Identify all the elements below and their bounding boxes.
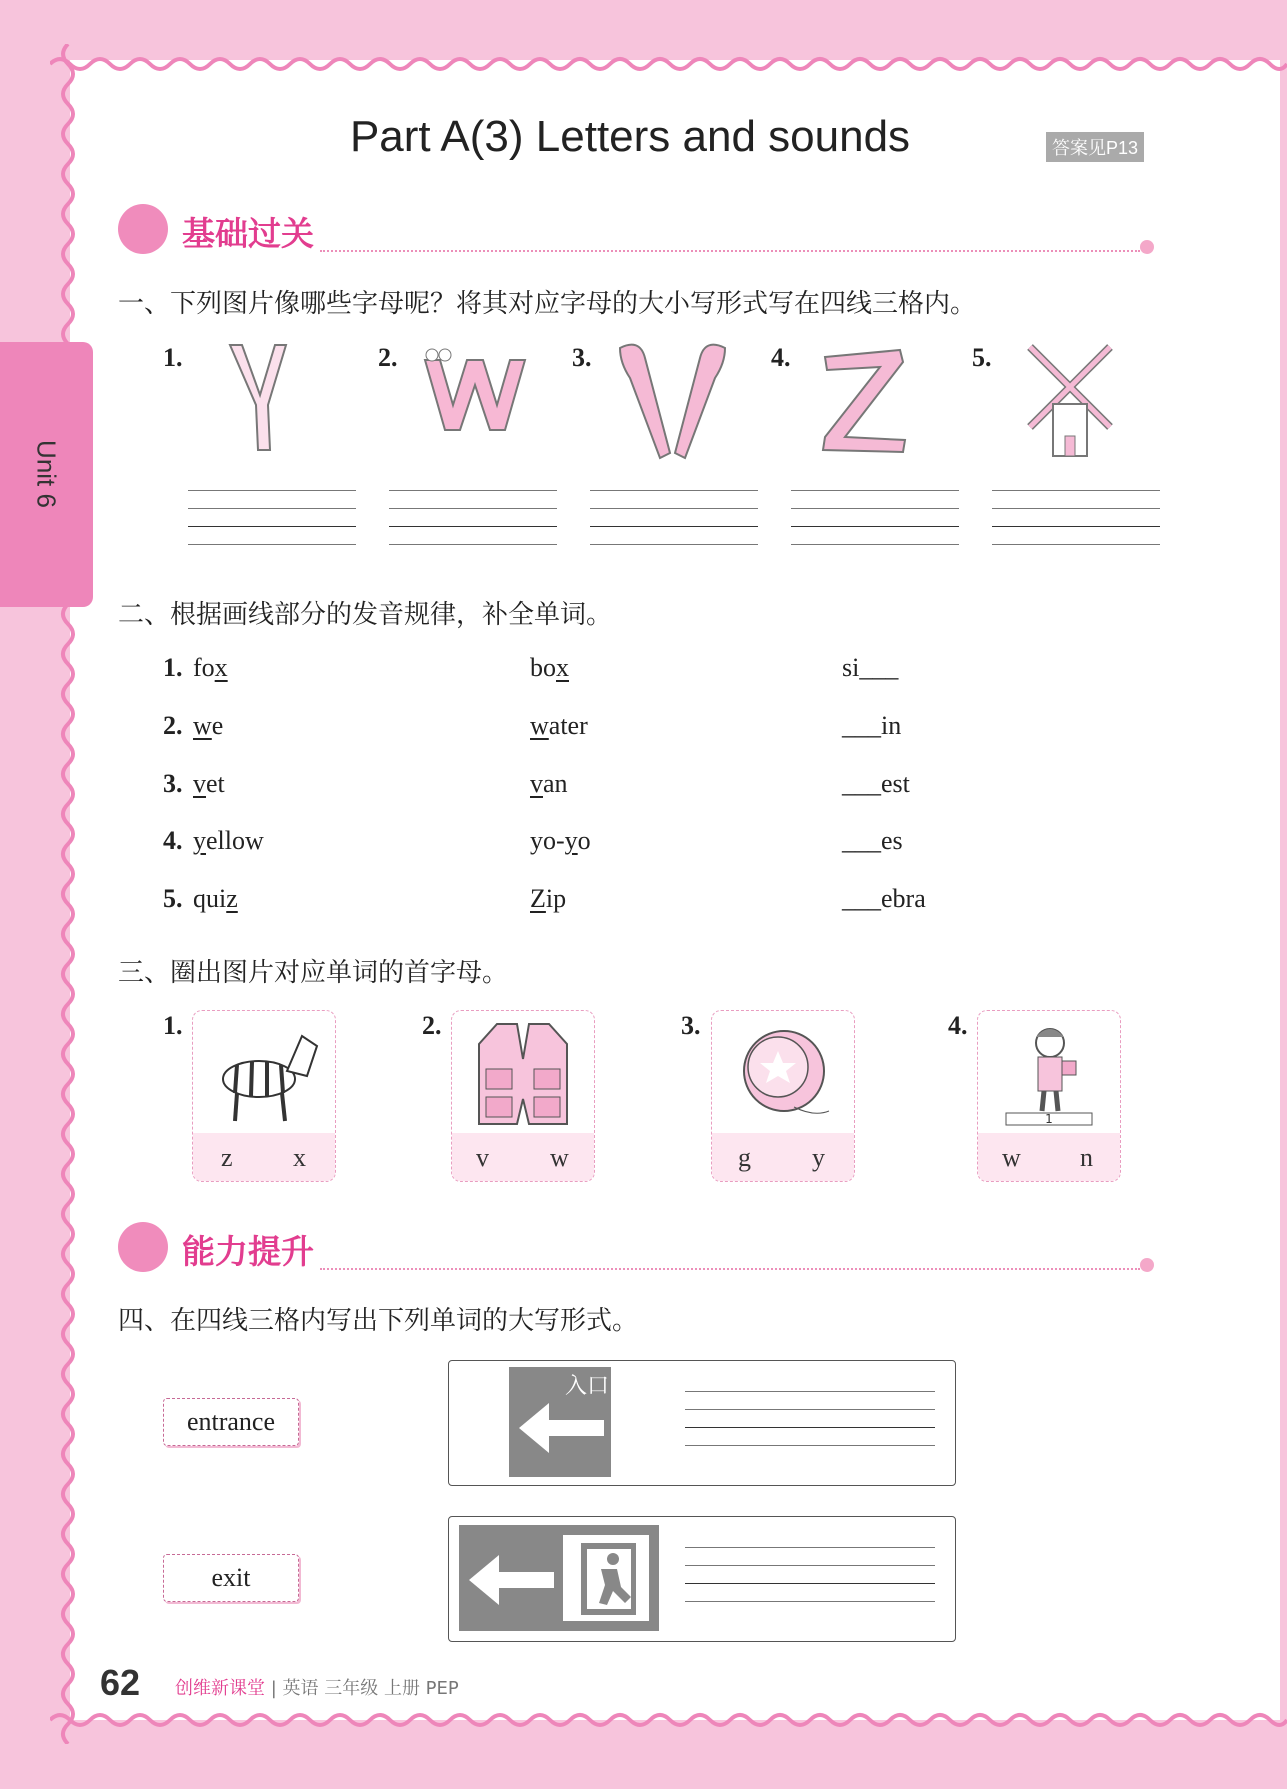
unit-label: Unit 6 (31, 440, 62, 508)
choice-letter[interactable]: w (550, 1143, 569, 1172)
word-blank[interactable]: ___es (842, 826, 903, 855)
word-a: yellow (193, 826, 264, 855)
letter-z-ribbon-icon (815, 342, 915, 457)
page-title: Part A(3) Letters and sounds (349, 112, 911, 161)
word-a: fox (193, 653, 228, 682)
vest-icon (472, 1019, 574, 1127)
card-number: 4. (948, 1011, 968, 1040)
letter-y-shape-icon (220, 340, 300, 455)
mascot-icon (118, 204, 168, 254)
question-4-title: 四、在四线三格内写出下列单词的大写形式。 (118, 1306, 639, 1336)
wavy-border-left (48, 44, 88, 1744)
choice-letter[interactable]: x (293, 1143, 306, 1172)
answer-reference-badge: 答案见P13 (1046, 132, 1144, 162)
row-number: 1. (163, 653, 183, 682)
arrow-left-icon (519, 1403, 604, 1453)
word-card-entrance: entrance (163, 1398, 299, 1446)
row-number: 3. (163, 769, 183, 798)
exit-sign-icon (459, 1525, 659, 1631)
picture-card-zebra (192, 1010, 336, 1182)
winner-icon (998, 1019, 1100, 1129)
word-a: we (193, 711, 224, 740)
picture-card-yoyo (711, 1010, 855, 1182)
choice-letter[interactable]: n (1080, 1143, 1093, 1172)
yo-yo-icon (734, 1021, 834, 1121)
zebra-icon (207, 1021, 322, 1126)
word-blank[interactable]: ___est (842, 769, 910, 798)
item-number: 1. (163, 343, 183, 372)
word-b: water (530, 711, 588, 740)
item-number: 5. (972, 343, 992, 372)
card-number: 2. (422, 1011, 442, 1040)
letter-v-dogs-icon (615, 338, 730, 463)
choice-letter[interactable]: z (221, 1143, 233, 1172)
card-number: 1. (163, 1011, 183, 1040)
card-number: 3. (681, 1011, 701, 1040)
arrow-left-icon (469, 1555, 554, 1605)
word-b: van (530, 769, 568, 798)
wavy-border-top (50, 44, 1287, 84)
writing-lines[interactable] (685, 1547, 935, 1611)
choice-letter[interactable]: w (1002, 1143, 1021, 1172)
writing-lines[interactable] (992, 490, 1160, 554)
choice-letter[interactable]: y (812, 1143, 825, 1172)
word-b: box (530, 653, 569, 682)
entrance-sign-box (448, 1360, 956, 1486)
running-man-icon (561, 1533, 651, 1623)
writing-lines[interactable] (590, 490, 758, 554)
row-number: 2. (163, 711, 183, 740)
mascot-icon (118, 1222, 168, 1272)
wavy-border-bottom (50, 1700, 1287, 1740)
page-number: 62 (100, 1662, 141, 1703)
word-b: yo-yo (530, 826, 591, 855)
entrance-sign-icon (509, 1367, 611, 1477)
section-heading-advanced: 能力提升 (182, 1232, 314, 1271)
word-blank[interactable]: si___ (842, 653, 899, 682)
choice-letter[interactable]: v (476, 1143, 489, 1172)
letter-w-worm-icon (415, 345, 535, 440)
section-divider (320, 1268, 1140, 1270)
windmill-icon (1025, 342, 1115, 462)
item-number: 3. (572, 343, 592, 372)
word-blank[interactable]: ___in (842, 711, 902, 740)
sign-text: 入口 (564, 1374, 609, 1399)
footer-brand: 创维新课堂 (175, 1678, 265, 1699)
dots-decoration-icon (1140, 240, 1154, 254)
question-2-title: 二、根据画线部分的发音规律，补全单词。 (118, 600, 613, 630)
item-number: 2. (378, 343, 398, 372)
word-blank[interactable]: ___ebra (842, 884, 926, 913)
exit-sign-box (448, 1516, 956, 1642)
picture-card-vest (451, 1010, 595, 1182)
section-divider (320, 250, 1140, 252)
word-a: quiz (193, 884, 238, 913)
unit-side-tab (0, 342, 93, 607)
section-heading-basic: 基础过关 (182, 214, 314, 253)
row-number: 4. (163, 826, 183, 855)
dots-decoration-icon (1140, 1258, 1154, 1272)
row-number: 5. (163, 884, 183, 913)
item-number: 4. (771, 343, 791, 372)
svg-text:1: 1 (1045, 1112, 1053, 1126)
question-3-title: 三、圈出图片对应单词的首字母。 (118, 958, 509, 988)
footer-text: 创维新课堂 | 英语 三年级 上册 PEP (175, 1678, 459, 1699)
choice-letter[interactable]: g (738, 1143, 751, 1172)
word-card-exit: exit (163, 1554, 299, 1602)
word-b: Zip (530, 884, 567, 913)
writing-lines[interactable] (188, 490, 356, 554)
picture-card-winner (977, 1010, 1121, 1182)
word-a: vet (193, 769, 225, 798)
writing-lines[interactable] (685, 1391, 935, 1455)
question-1-title: 一、下列图片像哪些字母呢？将其对应字母的大小写形式写在四线三格内。 (118, 289, 977, 319)
writing-lines[interactable] (791, 490, 959, 554)
footer-info: 英语 三年级 上册 PEP (282, 1678, 459, 1699)
writing-lines[interactable] (389, 490, 557, 554)
